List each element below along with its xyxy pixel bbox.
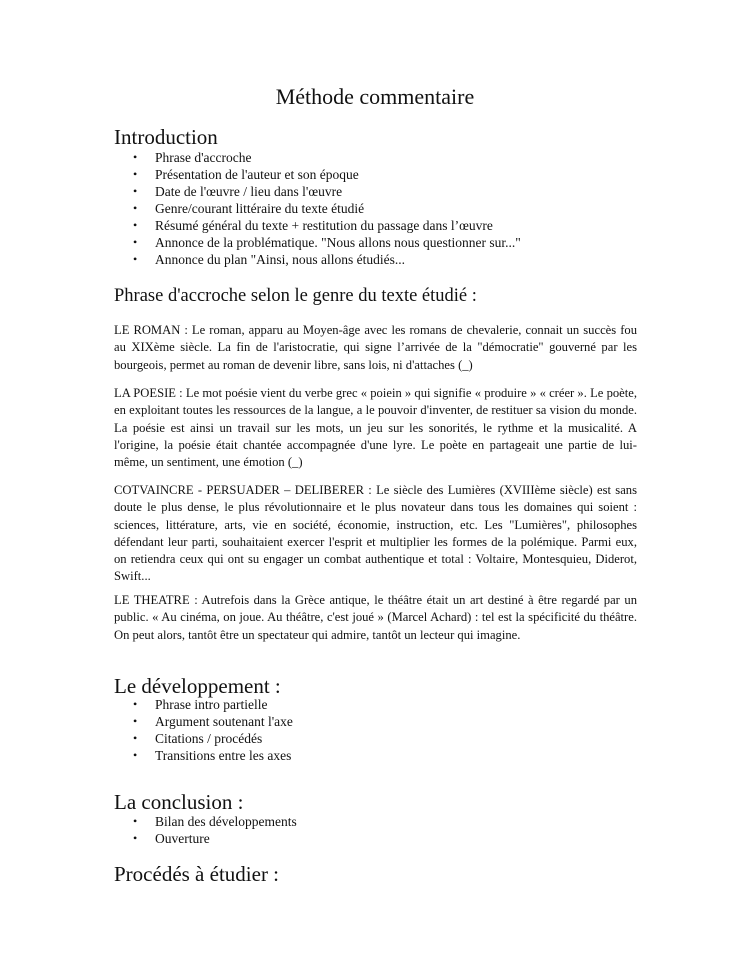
list-item: • Présentation de l'auteur et son époque bbox=[114, 166, 521, 183]
paragraph-theatre: LE THEATRE : Autrefois dans la Grèce antique, le théâtre était un art destiné à être regardé par un public. « Au cinéma, on joue. Au théâtre, c'est joué » (Marcel Achard) : tel est la spécificité du théâtre. On peut alors, tantôt être un spectateur qui admire, tantôt un lecteur qui imagine. bbox=[114, 593, 637, 642]
list-item: • Phrase intro partielle bbox=[114, 696, 293, 713]
accroche-heading: Phrase d'accroche selon le genre du texte étudié : bbox=[114, 286, 477, 306]
conclusion-list bbox=[114, 813, 297, 847]
list-item: • Bilan des développements bbox=[114, 813, 297, 830]
conclusion-heading: La conclusion : bbox=[114, 790, 244, 814]
developpement-heading: Le développement : bbox=[114, 674, 281, 698]
list-item: • Annonce du plan "Ainsi, nous allons étudiés... bbox=[114, 251, 521, 268]
list-item: • Argument soutenant l'axe bbox=[114, 713, 293, 730]
list-item: • Citations / procédés bbox=[114, 730, 293, 747]
developpement-list bbox=[114, 696, 293, 764]
list-item: • Genre/courant littéraire du texte étudié bbox=[114, 200, 521, 217]
paragraph-poesie: LA POESIE : Le mot poésie vient du verbe grec « poiein » qui signifie « produire » « créer ». Le poète, en exploitant toutes les ressources de la langue, a le pouvoir d'inventer, de restituer sa vision du monde. La poésie est ainsi un travail sur les mots, un jeu sur les sonorités, le rythme et la musicalité. A l'origine, la poésie était chantée accompagnée d'une lyre. Le poète en partageait une partie de lui-même, un sentiment, une émotion (_) bbox=[114, 386, 637, 470]
list-item: • Ouverture bbox=[114, 830, 297, 847]
page-title: Méthode commentaire bbox=[275, 84, 475, 109]
introduction-list bbox=[114, 149, 521, 268]
list-item: • Date de l'œuvre / lieu dans l'œuvre bbox=[114, 183, 521, 200]
list-item: • Phrase d'accroche bbox=[114, 149, 521, 166]
procedes-heading: Procédés à étudier : bbox=[114, 862, 280, 886]
paragraph-convaincre: COTVAINCRE - PERSUADER – DELIBERER : Le siècle des Lumières (XVIIIème siècle) est sans doute le plus dense, le plus révolutionnaire et le plus novateur dans tous les domaines qui soient : sciences, littérature, arts, vie en société, économie, instruction, etc. Les "Lumières", philosophes défendant leur parti, souhaitaient exercer l'esprit et multiplier les formes de la polémique. Parmi eux, on retiendra ceux qui ont su engager un combat authentique et total : Voltaire, Montesquieu, Diderot, Swift... bbox=[114, 483, 637, 584]
list-item: • Annonce de la problématique. "Nous allons nous questionner sur..." bbox=[114, 234, 521, 251]
paragraph-roman: LE ROMAN : Le roman, apparu au Moyen-âge avec les romans de chevalerie, connait un succès fou au XIXème siècle. La fin de l'aristocratie, qui signe l’arrivée de la "démocratie" gouverné par les bourgeois, permet au roman de devenir libre, sans lois, ni d'attaches (_) bbox=[114, 323, 637, 372]
list-item: • Résumé général du texte + restitution du passage dans l’œuvre bbox=[114, 217, 521, 234]
list-item: • Transitions entre les axes bbox=[114, 747, 293, 764]
introduction-heading: Introduction bbox=[114, 125, 218, 149]
